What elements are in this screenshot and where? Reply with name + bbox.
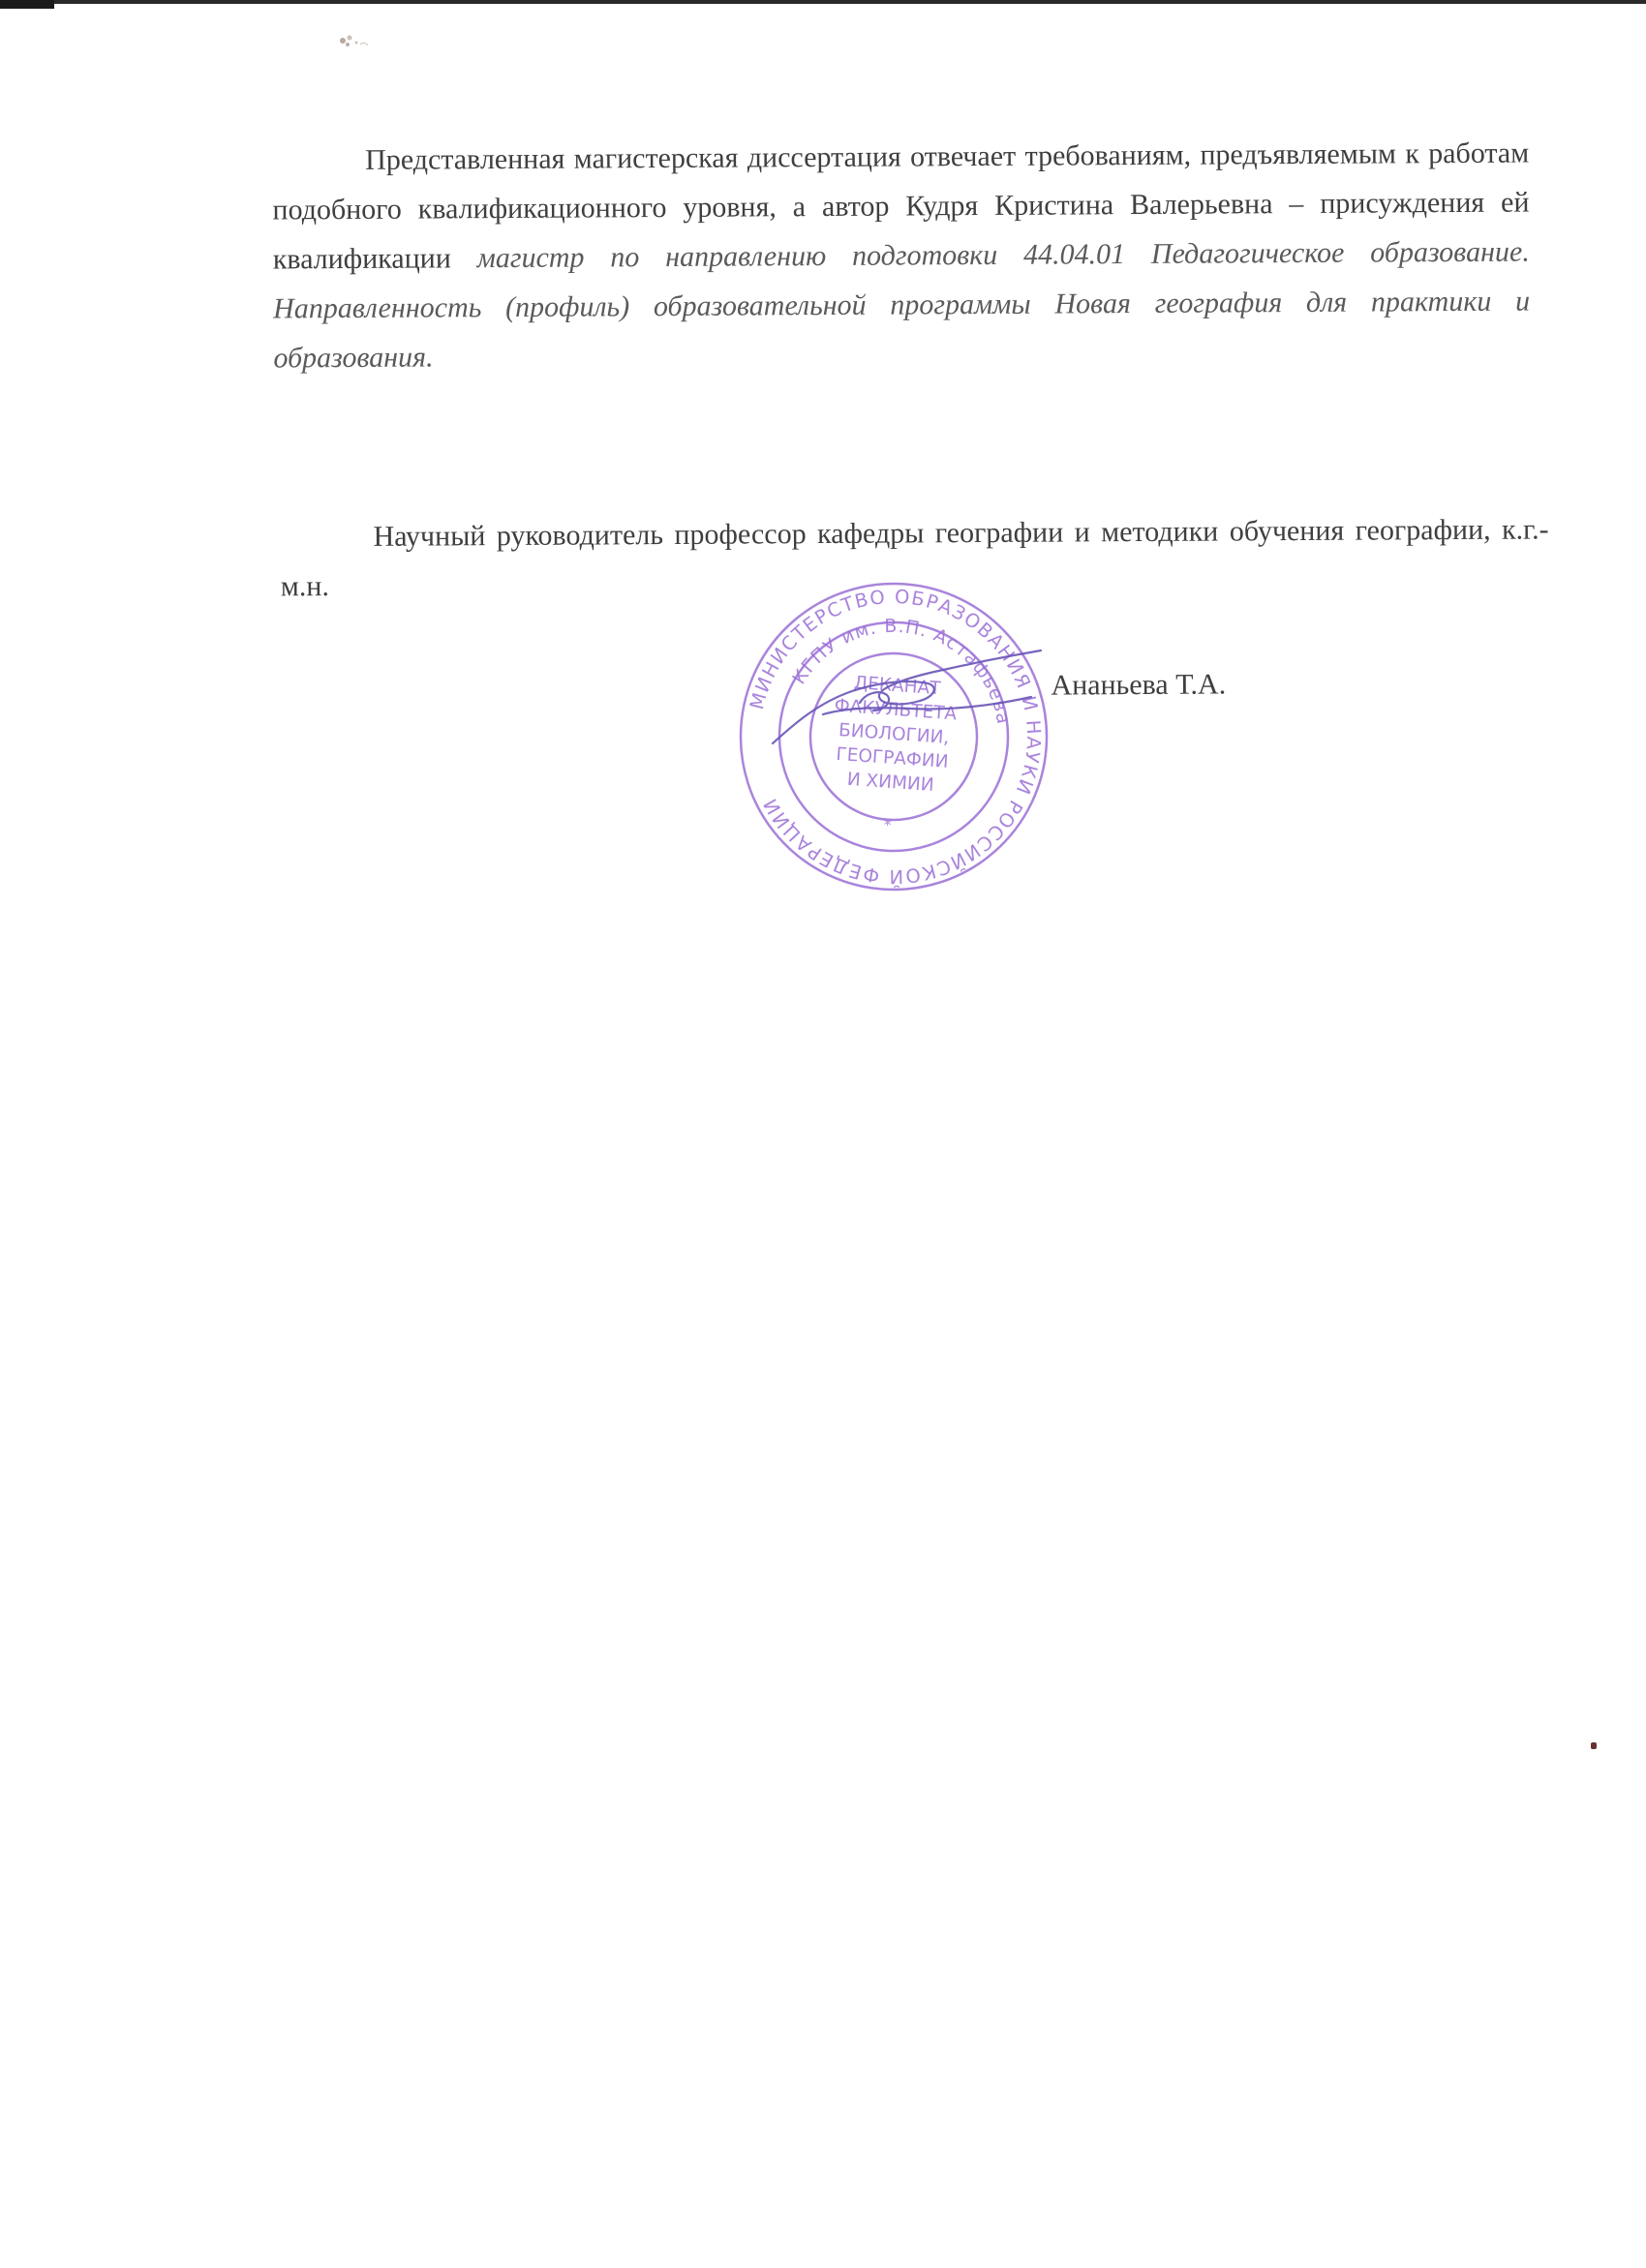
stamp-star: * bbox=[882, 815, 893, 835]
svg-text:ФАКУЛЬТЕТА: ФАКУЛЬТЕТА bbox=[834, 695, 958, 725]
qualification-text: магистр по направлению подготовки 44.04.01 Педагогическое образование. Направленность (профиль) образовательной программы Новая география для практики и образования. bbox=[273, 235, 1531, 375]
conclusion-text: Представленная магистерская диссертация отвечает требованиям, предъявляемым к работам подобного квалификационного уровня, а автор Кудря Кристина Валерьевна – присуждения ей квалификации bbox=[272, 136, 1530, 276]
stamp-inner-ring-text: КГПУ им. В.П. Астафьева bbox=[788, 615, 1015, 727]
svg-text:ГЕОГРАФИИ: ГЕОГРАФИИ bbox=[835, 743, 950, 772]
svg-text:БИОЛОГИИ,: БИОЛОГИИ, bbox=[838, 720, 950, 748]
conclusion-paragraph bbox=[272, 129, 1531, 383]
supervisor-paragraph: Научный руководитель профессор кафедры географии и методики обучения географии, к.г.-м.н. bbox=[280, 513, 1549, 603]
stamp-outer-text: МИНИСТЕРСТВО ОБРАЗОВАНИЯ И НАУКИ РОССИЙСКОЙ ФЕДЕРАЦИИ bbox=[745, 585, 1046, 889]
signer-name: Ананьева Т.А. bbox=[1051, 668, 1227, 702]
scan-speck bbox=[1591, 1742, 1597, 1749]
svg-text:ДЕКАНАТ: ДЕКАНАТ bbox=[853, 673, 942, 700]
svg-text:И ХИМИИ: И ХИМИИ bbox=[846, 769, 935, 796]
handwritten-signature bbox=[765, 647, 1046, 753]
